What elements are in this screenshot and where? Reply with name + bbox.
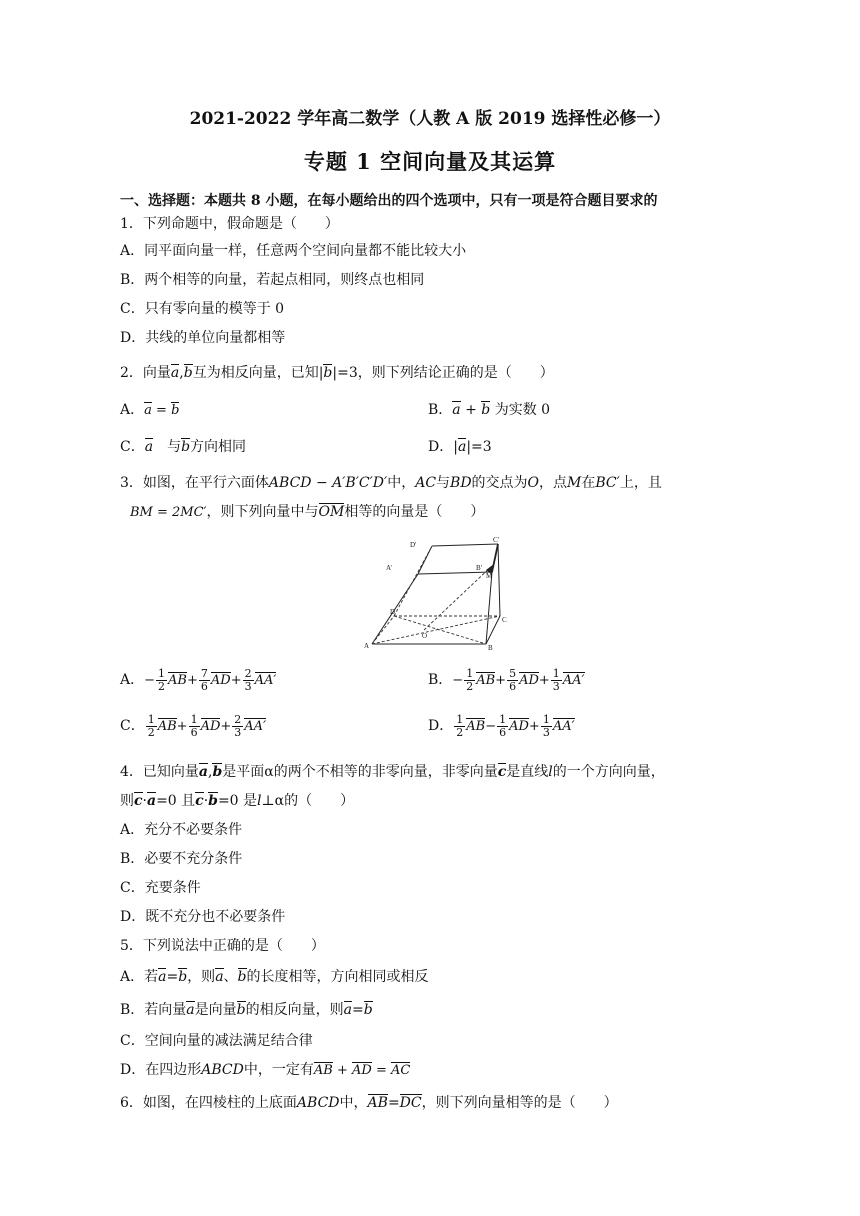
question-5-option-c: C．空间向量的减法满足结合律 <box>120 1033 313 1049</box>
question-4-option-a: A．充分不必要条件 <box>120 822 243 838</box>
question-4-stem-line2: 则c·a=0 且c·b=0 是l⊥α的（ ） <box>120 793 355 809</box>
question-1-option-a: A．同平面向量一样，任意两个空间向量都不能比较大小 <box>120 243 467 259</box>
question-1-stem: 1．下列命题中，假命题是（ ） <box>120 216 339 232</box>
question-4-option-d: D．既不充分也不必要条件 <box>120 909 286 925</box>
vertex-label-c-prime: C′ <box>493 536 500 544</box>
question-4-option-b: B．必要不充分条件 <box>120 851 243 867</box>
question-2-option-c: C．a 与b方向相同 <box>120 439 247 455</box>
vertex-label-d: D <box>390 608 396 616</box>
question-2-option-d: D．|a|=3 <box>428 439 492 455</box>
parallelepiped-figure <box>360 534 510 654</box>
question-5-option-b: B．若向量a是向量b的相反向量，则a=b <box>120 1002 373 1018</box>
question-3-stem-line2: BM = 2MC′，则下列向量中与OM相等的向量是（ ） <box>130 504 485 520</box>
vertex-label-o: O <box>422 632 428 640</box>
question-1-option-d: D．共线的单位向量都相等 <box>120 330 286 346</box>
vertex-label-a-prime: A′ <box>386 564 393 572</box>
question-5-stem: 5．下列说法中正确的是（ ） <box>120 938 325 954</box>
vertex-label-c: C <box>502 616 507 624</box>
vertex-label-a: A <box>364 642 370 650</box>
question-3-option-c: C． $\frac{1}{2}$ AB+ $\frac{1}{6}$ AD+ $\frac{2}{3}$ AA′ <box>120 713 267 739</box>
question-3-option-d: D． $\frac{1}{2}$ AB− $\frac{1}{6}$ AD+ $\frac{1}{3}$ AA′ <box>428 713 575 739</box>
question-4-option-c: C．充要条件 <box>120 880 201 896</box>
question-1-option-c: C．只有零向量的模等于 0 <box>120 301 285 317</box>
question-2-option-a: A．a = b <box>120 402 180 418</box>
vertex-label-b-prime: B′ <box>476 564 483 572</box>
question-3-stem-line1: 3．如图，在平行六面体ABCD − A′B′C′D′中，AC与BD的交点为O，点M在BC′上，且 <box>120 475 662 491</box>
question-1-option-b: B．两个相等的向量，若起点相同，则终点也相同 <box>120 272 425 288</box>
question-2-stem: 2．向量a,b互为相反向量，已知|b|=3，则下列结论正确的是（ ） <box>120 365 554 381</box>
document-title: 2021-2022 学年高二数学（人教 A 版 2019 选择性必修一） <box>189 109 671 129</box>
vertex-label-d-prime: D′ <box>410 541 417 549</box>
vertex-label-m: M <box>486 572 493 580</box>
question-5-option-a: A．若a=b，则a、b的长度相等，方向相同或相反 <box>120 969 429 985</box>
question-3-option-a: A．− $\frac{1}{2}$ AB+ $\frac{7}{6}$ AD+ $\frac{2}{3}$ AA′ <box>120 667 277 693</box>
question-2-option-b: B．a + b 为实数 0 <box>428 402 551 418</box>
question-5-option-d: D．在四边形ABCD中，一定有AB + AD = AC <box>120 1062 411 1078</box>
question-6-stem: 6．如图，在四棱柱的上底面ABCD中，AB=DC，则下列向量相等的是（ ） <box>120 1095 618 1111</box>
question-4-stem-line1: 4．已知向量a,b是平面α的两个不相等的非零向量，非零向量c是直线l的一个方向向量， <box>120 764 665 780</box>
vertex-label-b: B <box>488 644 493 652</box>
section-heading: 一、选择题：本题共 8 小题，在每小题给出的四个选项中，只有一项是符合题目要求的 <box>120 193 658 209</box>
document-subtitle: 专题 1 空间向量及其运算 <box>303 149 557 174</box>
question-3-option-b: B．− $\frac{1}{2}$ AB+ $\frac{5}{6}$ AD+ $\frac{1}{3}$ AA′ <box>428 667 585 693</box>
